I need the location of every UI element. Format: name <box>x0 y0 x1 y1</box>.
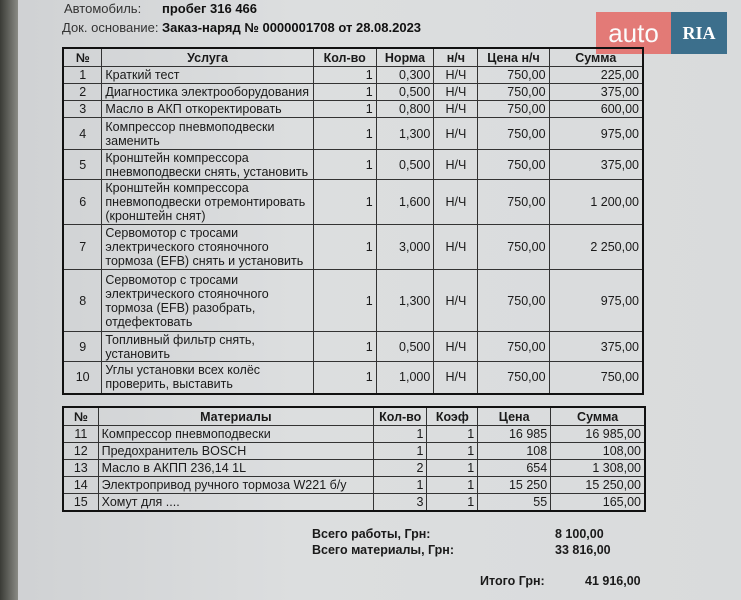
table-cell: Н/Ч <box>434 332 478 362</box>
photo-edge <box>0 0 18 600</box>
table-cell: 654 <box>478 460 551 477</box>
table-cell: 750,00 <box>478 332 549 362</box>
table-row <box>63 180 643 225</box>
column-header: Материалы <box>98 407 373 426</box>
table-cell: 750,00 <box>478 270 549 332</box>
table-cell: Предохранитель BOSCH <box>98 443 373 460</box>
table-cell: 0,800 <box>376 101 434 118</box>
work-total-label: Всего работы, Грн: <box>312 527 431 541</box>
column-header: Сумма <box>551 407 645 426</box>
table-cell: 1 <box>373 426 426 443</box>
table-cell: 1,300 <box>376 270 434 332</box>
table-cell: Н/Ч <box>434 180 478 225</box>
table-cell: 6 <box>63 180 102 225</box>
materials-table <box>62 406 646 512</box>
table-cell: 1,600 <box>376 180 434 225</box>
table-row <box>63 426 645 443</box>
table-cell: 750,00 <box>478 225 549 270</box>
table-cell: 1 <box>313 225 376 270</box>
table-cell: Н/Ч <box>434 101 478 118</box>
table-cell: 16 985,00 <box>551 426 645 443</box>
table-cell: 375,00 <box>549 150 643 180</box>
table-cell: 1,000 <box>376 362 434 394</box>
logo-auto: auto <box>596 12 671 54</box>
column-header: Норма <box>376 48 434 67</box>
table-cell: Н/Ч <box>434 150 478 180</box>
table-cell: 1 <box>313 332 376 362</box>
table-cell: Топливный фильтр снять, установить <box>102 332 313 362</box>
table-cell: 375,00 <box>549 84 643 101</box>
column-header: Кол-во <box>313 48 376 67</box>
table-cell: 8 <box>63 270 102 332</box>
table-cell: 1 <box>373 443 426 460</box>
table-cell: 1 <box>313 67 376 84</box>
table-cell: Н/Ч <box>434 362 478 394</box>
column-header: № <box>63 48 102 67</box>
table-cell: 1 200,00 <box>549 180 643 225</box>
materials-total-value: 33 816,00 <box>555 543 611 557</box>
table-cell: 1 <box>313 150 376 180</box>
table-cell: 1 <box>427 426 478 443</box>
table-cell: 0,500 <box>376 332 434 362</box>
table-row <box>63 67 643 84</box>
table-cell: 1,300 <box>376 118 434 150</box>
column-header: Кол-во <box>373 407 426 426</box>
table-cell: 10 <box>63 362 102 394</box>
table-cell: Электропривод ручного тормоза W221 б/у <box>98 477 373 494</box>
table-row <box>63 225 643 270</box>
table-cell: 1 <box>63 67 102 84</box>
table-row <box>63 270 643 332</box>
table-cell: Кронштейн компрессора пневмоподвески снять, установить <box>102 150 313 180</box>
table-cell: 0,500 <box>376 84 434 101</box>
table-cell: 9 <box>63 332 102 362</box>
table-cell: Краткий тест <box>102 67 313 84</box>
table-cell: Диагностика электрооборудования <box>102 84 313 101</box>
table-cell: 1 308,00 <box>551 460 645 477</box>
services-table <box>62 47 644 395</box>
table-cell: Н/Ч <box>434 118 478 150</box>
table-cell: 2 <box>63 84 102 101</box>
table-cell: 11 <box>63 426 98 443</box>
table-cell: 750,00 <box>549 362 643 394</box>
table-cell: 975,00 <box>549 118 643 150</box>
table-row <box>63 84 643 101</box>
header-row <box>63 48 643 67</box>
table-cell: 55 <box>478 494 551 511</box>
table-cell: 165,00 <box>551 494 645 511</box>
table-cell: 14 <box>63 477 98 494</box>
doc-value: Заказ-наряд № 0000001708 от 28.08.2023 <box>162 20 422 35</box>
table-cell: Компрессор пневмоподвески <box>98 426 373 443</box>
table-cell: 750,00 <box>478 118 549 150</box>
table-cell: Н/Ч <box>434 67 478 84</box>
table-cell: Кронштейн компрессора пневмоподвески отремонтировать (кронштейн снят) <box>102 180 313 225</box>
table-cell: 1 <box>427 443 478 460</box>
table-cell: 225,00 <box>549 67 643 84</box>
table-cell: 3 <box>63 101 102 118</box>
materials-total-label: Всего материалы, Грн: <box>312 543 454 557</box>
table-cell: 7 <box>63 225 102 270</box>
table-cell: 16 985 <box>478 426 551 443</box>
table-cell: Масло в АКПП 236,14 1L <box>98 460 373 477</box>
table-cell: 1 <box>313 362 376 394</box>
table-cell: 1 <box>313 101 376 118</box>
table-cell: 15 <box>63 494 98 511</box>
table-cell: 975,00 <box>549 270 643 332</box>
table-cell: 108 <box>478 443 551 460</box>
table-cell: 1 <box>427 460 478 477</box>
table-cell: 1 <box>313 270 376 332</box>
table-cell: Компрессор пневмоподвески заменить <box>102 118 313 150</box>
table-cell: 12 <box>63 443 98 460</box>
table-cell: 2 250,00 <box>549 225 643 270</box>
table-cell: 13 <box>63 460 98 477</box>
table-cell: Н/Ч <box>434 84 478 101</box>
table-cell: Сервомотор с тросами электрического стояночного тормоза (EFB) снять и установить <box>102 225 313 270</box>
table-row <box>63 477 645 494</box>
table-cell: 750,00 <box>478 362 549 394</box>
table-row <box>63 101 643 118</box>
table-cell: 3,000 <box>376 225 434 270</box>
table-cell: 0,300 <box>376 67 434 84</box>
table-cell: 1 <box>427 477 478 494</box>
grand-total-label: Итого Грн: <box>480 574 545 588</box>
table-cell: 2 <box>373 460 426 477</box>
table-cell: 5 <box>63 150 102 180</box>
column-header: Цена <box>478 407 551 426</box>
table-row <box>63 494 645 511</box>
table-cell: 750,00 <box>478 101 549 118</box>
table-cell: 750,00 <box>478 180 549 225</box>
table-cell: Н/Ч <box>434 270 478 332</box>
column-header: Услуга <box>102 48 313 67</box>
table-cell: 108,00 <box>551 443 645 460</box>
table-cell: 750,00 <box>478 84 549 101</box>
work-total-value: 8 100,00 <box>555 527 604 541</box>
doc-label: Док. основание: <box>62 20 159 35</box>
table-cell: 1 <box>313 180 376 225</box>
table-cell: 1 <box>373 477 426 494</box>
table-cell: 1 <box>313 118 376 150</box>
table-cell: Сервомотор с тросами электрического стояночного тормоза (EFB) разобрать, отдефектовать <box>102 270 313 332</box>
table-row <box>63 443 645 460</box>
table-cell: Масло в АКП откоректировать <box>102 101 313 118</box>
table-row <box>63 150 643 180</box>
table-cell: 1 <box>313 84 376 101</box>
column-header: Сумма <box>549 48 643 67</box>
header-row <box>63 407 645 426</box>
table-cell: Углы установки всех колёс проверить, выставить <box>102 362 313 394</box>
table-cell: 15 250 <box>478 477 551 494</box>
table-cell: 375,00 <box>549 332 643 362</box>
logo-ria: RIA <box>671 12 727 54</box>
table-cell: 750,00 <box>478 150 549 180</box>
table-cell: 600,00 <box>549 101 643 118</box>
table-cell: 0,500 <box>376 150 434 180</box>
table-cell: 3 <box>373 494 426 511</box>
table-cell: 15 250,00 <box>551 477 645 494</box>
car-value: пробег 316 466 <box>162 1 258 16</box>
table-cell: Хомут для .... <box>98 494 373 511</box>
table-row <box>63 118 643 150</box>
table-row <box>63 332 643 362</box>
car-label: Автомобиль: <box>64 1 142 16</box>
grand-total-value: 41 916,00 <box>585 574 641 588</box>
table-cell: 750,00 <box>478 67 549 84</box>
table-cell: 4 <box>63 118 102 150</box>
table-cell: Н/Ч <box>434 225 478 270</box>
table-row <box>63 460 645 477</box>
table-row <box>63 362 643 394</box>
column-header: н/ч <box>434 48 478 67</box>
column-header: Цена н/ч <box>478 48 549 67</box>
column-header: Коэф <box>427 407 478 426</box>
column-header: № <box>63 407 98 426</box>
table-cell: 1 <box>427 494 478 511</box>
